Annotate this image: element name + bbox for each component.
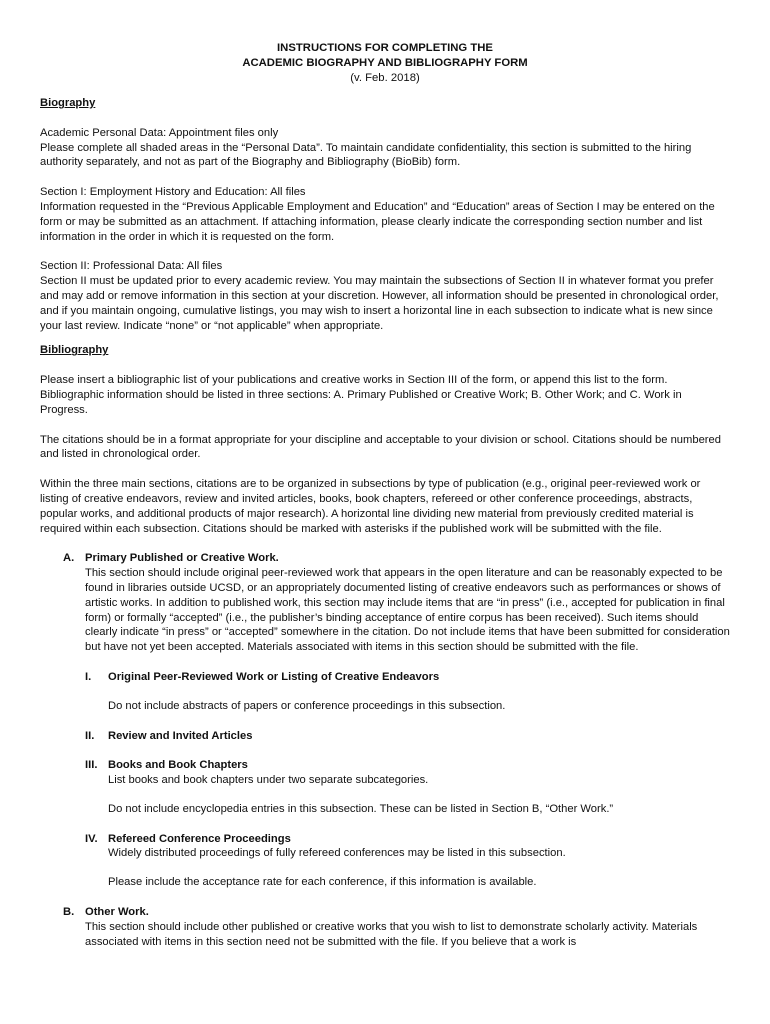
subsection-organization-paragraph: Within the three main sections, citations are to be organized in subsections by type of publication (e.g., original peer-reviewed work or listing of creative endeavors, review and invited articles, books, book chapters, refereed or other conference proceedings, abstracts, popular works, and additional products of major research). A horizontal line dividing new material from previously credited material is required within each subsection. Citations should be marked with asterisks if the published work will be submitted with the file. (40, 478, 701, 535)
section-b (40, 905, 730, 949)
section-i-paragraph: Information requested in the “Previous Applicable Employment and Education” and “Education” areas of Section I may be entered on the form or may be submitted as an attachment. If attaching information, please clearly indicate the corresponding section number and list information in the order in which it is requested on the form. (40, 200, 715, 243)
subsection-iii-marker: III. (85, 759, 98, 772)
subsection-iv-line: Widely distributed proceedings of fully refereed conferences may be listed in this subsection. (108, 847, 566, 860)
section-a-body: This section should include original peer-reviewed work that appears in the open literature and can be reasonably expected to be found in libraries outside UCSD, or an appropriately documented listing of creative endeavors such as performances or shows of artistic works. In addition to published work, this section may include items that are “in press” (i.e., accepted for publication in final form) or formally “accepted” (i.e., the publisher’s binding acceptance of entire corpus has been received). Such items should clearly indicate “in press” or “accepted” somewhere in the citation. Do not include items that have been submitted for consideration but have not yet been accepted. Materials associated with items in this section should be submitted with the file. (85, 567, 730, 654)
subsection-ii-marker: II. (85, 729, 95, 742)
subsection-iii-note: Do not include encyclopedia entries in this subsection. These can be listed in Section B, “Other Work.” (108, 802, 614, 815)
citation-format-paragraph: The citations should be in a format appropriate for your discipline and acceptable to your division or school. Citations should be numbered and listed in chronological order. (40, 433, 721, 461)
section-a (40, 551, 730, 890)
section-b-marker: B. (63, 906, 75, 919)
section-i-label: Section I: Employment History and Education: All files (40, 186, 306, 199)
subsection-iv-note: Please include the acceptance rate for each conference, if this information is available. (108, 876, 537, 889)
subsection-i (85, 670, 730, 714)
subsection-i-note: Do not include abstracts of papers or conference proceedings in this subsection. (108, 699, 506, 712)
subsection-ii (85, 729, 730, 744)
section-a-heading: Primary Published or Creative Work. (85, 552, 279, 565)
biography-section (40, 96, 730, 333)
title-line-2: ACADEMIC BIOGRAPHY AND BIBLIOGRAPHY FORM (242, 57, 528, 69)
bibliography-heading: Bibliography (40, 344, 109, 357)
document-page (40, 41, 730, 949)
personal-data-paragraph: Please complete all shaded areas in the “Personal Data”. To maintain candidate confidentiality, this section is submitted to the hiring authority separately, and not as part of the Biography and Bibliography (BioBib) form. (40, 141, 692, 169)
section-a-marker: A. (63, 552, 75, 565)
title-line-1: INSTRUCTIONS FOR COMPLETING THE (277, 42, 493, 54)
subsection-iii (85, 758, 730, 816)
subsection-i-marker: I. (85, 670, 92, 683)
subsection-iii-heading: Books and Book Chapters (108, 759, 248, 772)
version-label: (v. Feb. 2018) (350, 72, 420, 84)
bibliography-intro-paragraph: Please insert a bibliographic list of your publications and creative works in Section III of the form, or append this list to the form. Bibliographic information should be listed in three sections: A. Primary Published or Creative Work; B. Other Work; and C. Work in Progress. (40, 374, 682, 416)
personal-data-label: Academic Personal Data: Appointment files only (40, 126, 279, 139)
subsection-i-heading: Original Peer-Reviewed Work or Listing of Creative Endeavors (108, 670, 440, 683)
subsection-ii-heading: Review and Invited Articles (108, 729, 253, 742)
subsection-iii-line: List books and book chapters under two separate subcategories. (108, 774, 429, 787)
subsection-iv-marker: IV. (85, 832, 98, 845)
biography-heading: Biography (40, 97, 96, 109)
subsection-iv-heading: Refereed Conference Proceedings (108, 832, 291, 845)
bibliography-section (40, 343, 730, 536)
subsection-iv (85, 832, 730, 890)
section-b-heading: Other Work. (85, 906, 149, 919)
section-ii-label: Section II: Professional Data: All files (40, 260, 223, 273)
section-b-body: This section should include other published or creative works that you wish to list to demonstrate scholarly activity. Materials associated with items in this section need not be submitted with the file. If you believe that a work is (85, 920, 698, 948)
document-header (40, 41, 730, 86)
section-ii-paragraph: Section II must be updated prior to every academic review. You may maintain the subsections of Section II in whatever format you prefer and may add or remove information in this section at your discretion. However, all information should be presented in chronological order, and if you maintain ongoing, cumulative listings, you may wish to insert a horizontal line in each subsection to indicate what is new since your last review. Indicate “none” or “not applicable” when appropriate. (40, 275, 719, 332)
